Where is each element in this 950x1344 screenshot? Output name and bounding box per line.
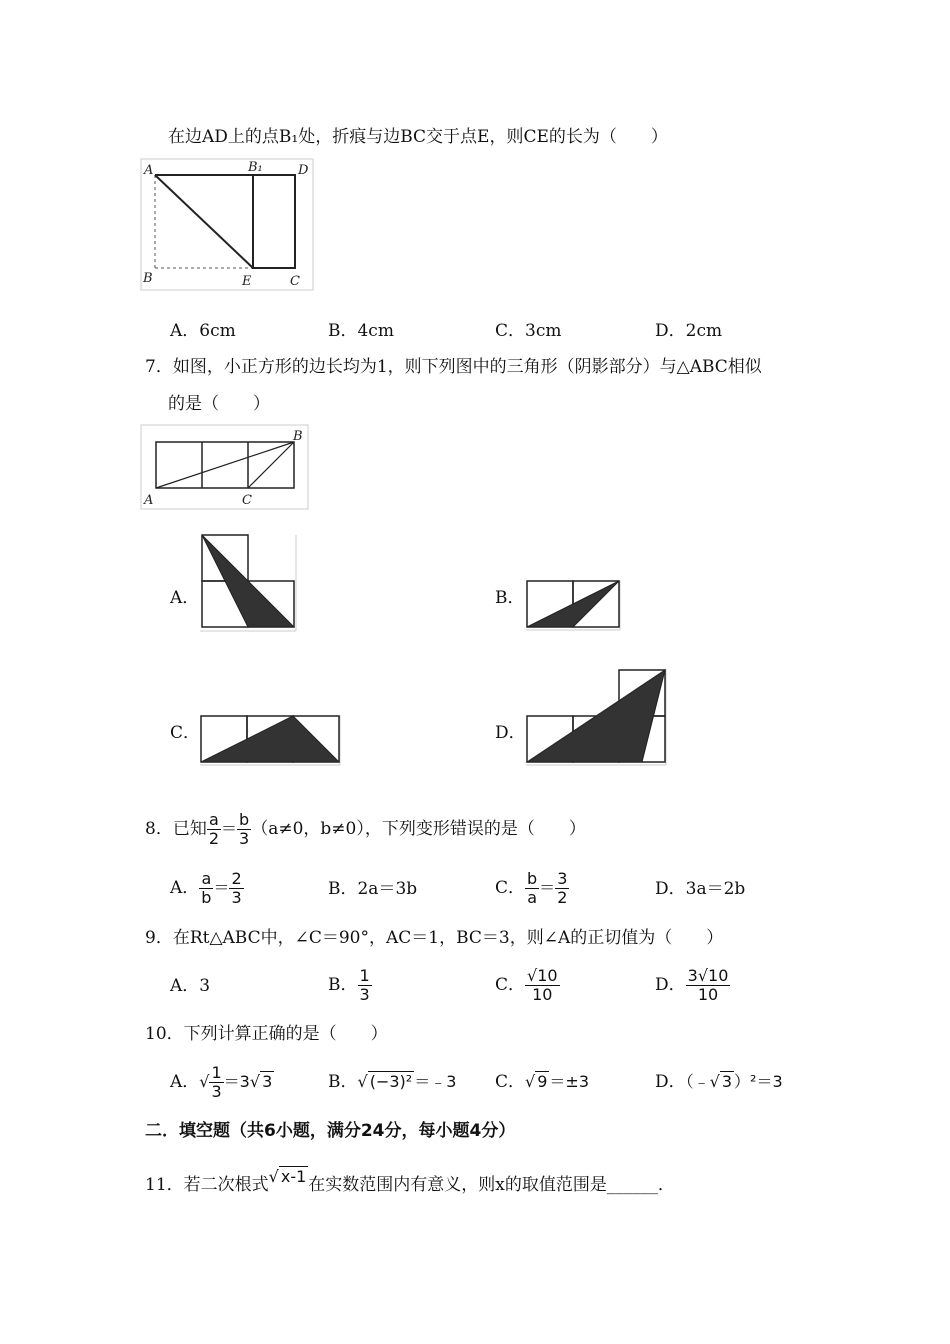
q8-option-b: B．2a＝3b (328, 879, 418, 899)
q7-option-c-label: C． (170, 723, 201, 743)
q10-option-b: B．√ (−3)² ＝﹣3 (328, 1072, 457, 1092)
frac-a-over-2: $\frac{a}{2}$ (208, 810, 220, 848)
q6-stem: 在边AD上的点B₁处，折痕与边BC交于点E，则CE的长为（ ） (168, 127, 668, 147)
frac-b-over-3: $\frac{b}{3}$ (239, 810, 250, 848)
q9-option-c: C． $\frac{√10}{10}$ (495, 966, 558, 1004)
q7-option-a-label: A． (170, 588, 200, 608)
q9-stem: 9．在Rt△ABC中，∠C＝90°，AC＝1，BC＝3，则∠A的正切值为（ ） (145, 928, 724, 948)
q7-option-b-figure (524, 578, 624, 632)
fig-label-D: D (298, 163, 309, 178)
fig-label-A: A (144, 163, 154, 178)
fig-label-A: A (144, 493, 154, 508)
q9-option-b: B． $\frac{1}{3}$ (328, 966, 370, 1004)
fig-label-C: C (290, 274, 300, 289)
q7-stem-line2: 的是（ ） (168, 394, 270, 414)
fig-label-B: B (143, 271, 153, 286)
fig-label-B: B (293, 429, 303, 444)
q7-option-d-figure (524, 667, 670, 767)
q8-stem: 8．已知 $\frac{a}{2}$ ＝ $\frac{b}{3}$ （a≠0，b≠0），下列变形错误的是（ ） (145, 810, 586, 848)
q9-option-d: D． $\frac{3√10}{10}$ (655, 966, 729, 1004)
q10-stem: 10．下列计算正确的是（ ） (145, 1024, 388, 1044)
q10-option-a: A．√ $\frac{1}{3}$ ＝3√ 3 (170, 1063, 273, 1101)
fig-label-B1: B₁ (248, 160, 263, 175)
q11-stem: 11．若二次根式√ x-1 在实数范围内有意义，则x的取值范围是______． (145, 1167, 675, 1195)
q6-figure (140, 158, 315, 293)
q8-option-a: A． $\frac{a}{b}$ ＝ $\frac{2}{3}$ (170, 869, 242, 907)
q7-option-d-label: D． (495, 723, 526, 743)
fig-label-E: E (242, 274, 252, 289)
q8-option-c: C． $\frac{b}{a}$ ＝ $\frac{3}{2}$ (495, 869, 568, 907)
q6-option-b: B．4cm (328, 321, 394, 341)
q7-option-a-figure (198, 533, 300, 633)
q7-figure (140, 424, 310, 510)
fig-label-C: C (242, 493, 252, 508)
q6-option-c: C．3cm (495, 321, 562, 341)
q6-option-d: D．2cm (655, 321, 723, 341)
q10-option-c: C．√ 9 ＝±3 (495, 1072, 589, 1092)
q9-option-a: A．3 (170, 976, 211, 996)
q8-option-d: D．3a＝2b (655, 879, 746, 899)
q7-option-b-label: B． (495, 588, 525, 608)
q7-option-c-figure (198, 713, 344, 767)
q6-option-a: A．6cm (170, 321, 236, 341)
section-2-heading: 二．填空题（共6小题，满分24分，每小题4分） (145, 1121, 516, 1141)
q7-stem-line1: 7．如图，小正方形的边长均为1，则下列图中的三角形（阴影部分）与△ABC相似 (145, 357, 762, 377)
q10-option-d: D．（﹣√ 3 ）²＝3 (655, 1072, 783, 1092)
